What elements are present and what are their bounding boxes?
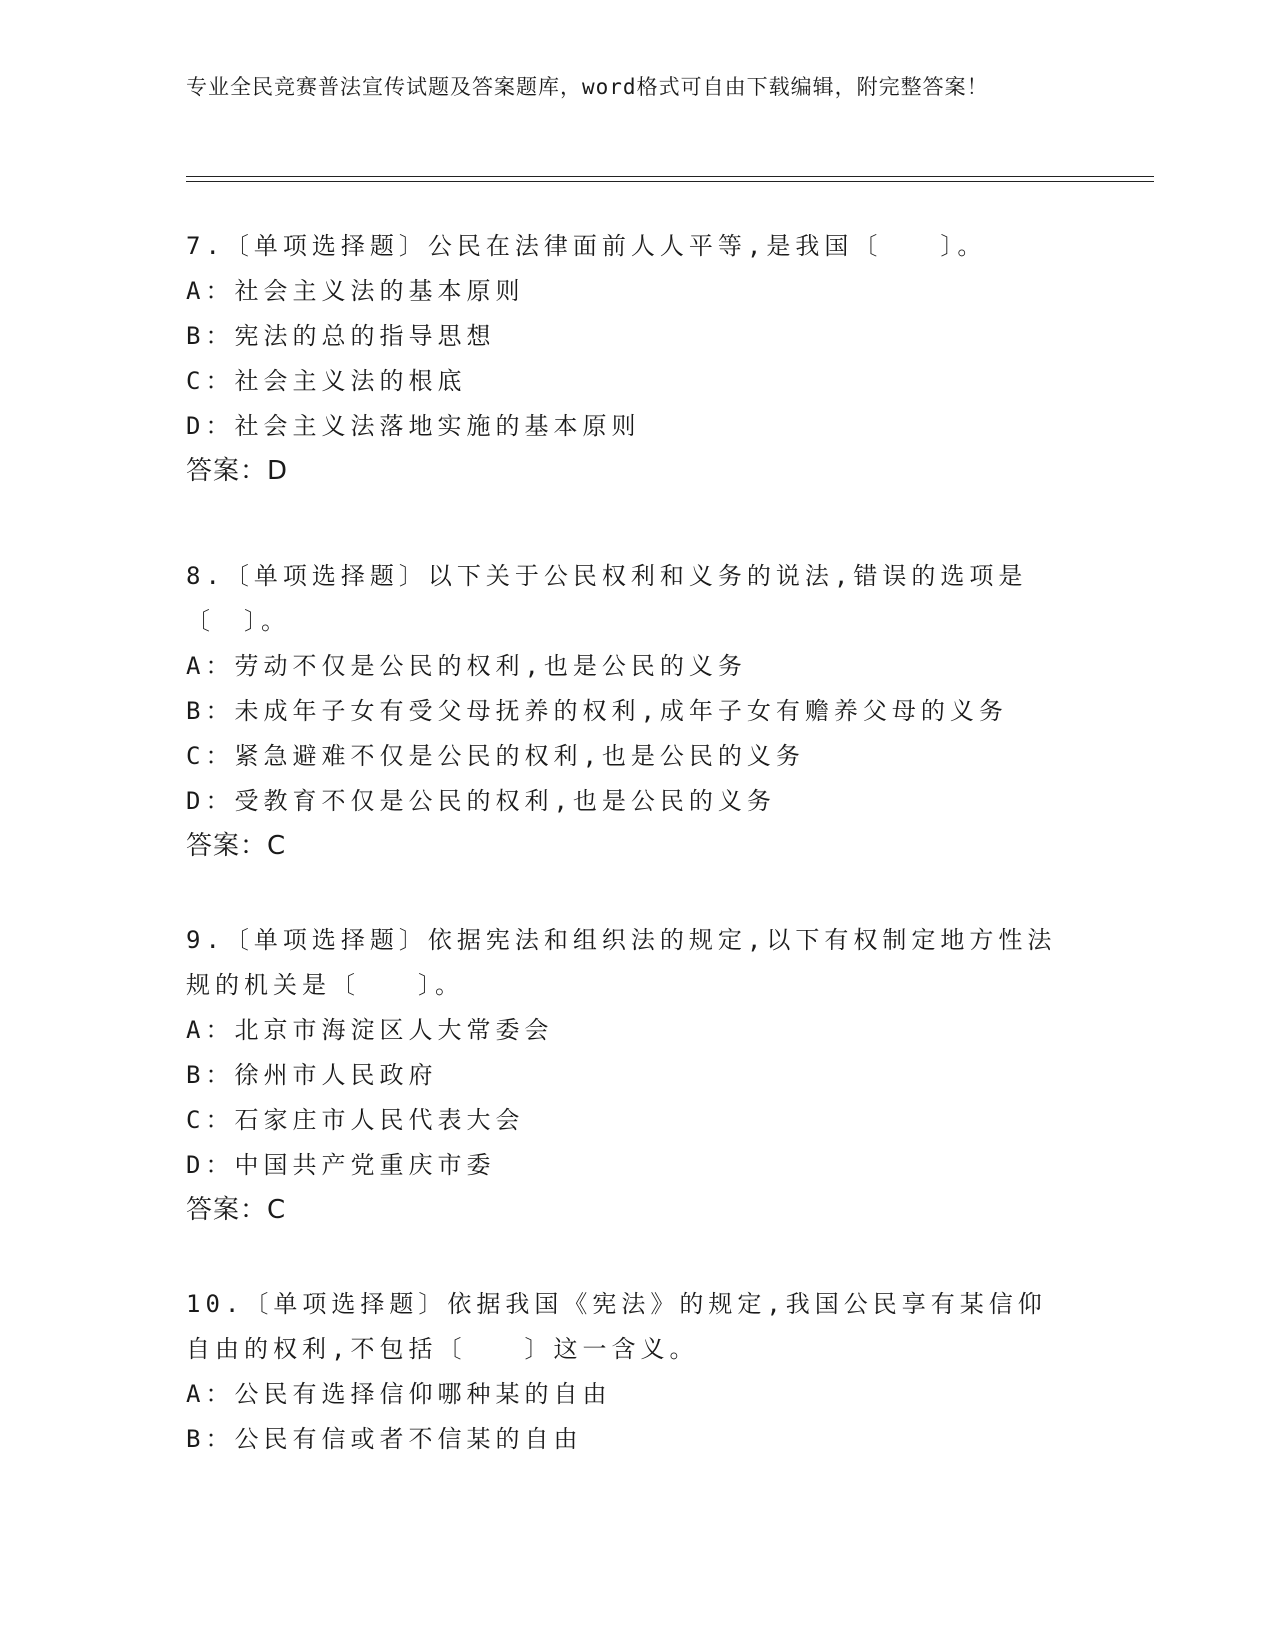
answer: 答案：C xyxy=(186,1195,287,1225)
document-header xyxy=(186,72,1066,102)
answer: 答案：C xyxy=(186,831,287,861)
answer: 答案：D xyxy=(186,456,289,486)
option-c: C：石家庄市人民代表大会 xyxy=(186,1106,525,1134)
question-7 xyxy=(186,224,1066,494)
option-b: B：公民有信或者不信某的自由 xyxy=(186,1425,583,1453)
question-stem: 9.〔单项选择题〕依据宪法和组织法的规定,以下有权制定地方性法规的机关是〔 〕。 xyxy=(186,926,1057,999)
question-10 xyxy=(186,1282,1066,1462)
header-divider-top xyxy=(186,176,1154,177)
question-9 xyxy=(186,918,1066,1233)
option-b: B：徐州市人民政府 xyxy=(186,1061,438,1089)
option-b: B：宪法的总的指导思想 xyxy=(186,322,496,350)
question-8 xyxy=(186,554,1066,869)
option-b: B：未成年子女有受父母抚养的权利,成年子女有赡养父母的义务 xyxy=(186,697,1008,725)
question-stem: 8.〔单项选择题〕以下关于公民权利和义务的说法,错误的选项是〔 〕。 xyxy=(186,562,1028,635)
option-c: C：紧急避难不仅是公民的权利,也是公民的义务 xyxy=(186,742,805,770)
option-d: D：中国共产党重庆市委 xyxy=(186,1151,496,1179)
option-d: D：社会主义法落地实施的基本原则 xyxy=(186,412,641,440)
option-a: A：北京市海淀区人大常委会 xyxy=(186,1016,554,1044)
header-text: 专业全民竞赛普法宣传试题及答案题库，word格式可自由下载编辑，附完整答案！ xyxy=(186,75,989,99)
option-a: A：公民有选择信仰哪种某的自由 xyxy=(186,1380,612,1408)
header-divider-bottom xyxy=(186,181,1154,182)
option-d: D：受教育不仅是公民的权利,也是公民的义务 xyxy=(186,787,776,815)
question-stem: 10.〔单项选择题〕依据我国《宪法》的规定,我国公民享有某信仰自由的权利,不包括〔 〕这一含义。 xyxy=(186,1290,1047,1363)
option-c: C：社会主义法的根底 xyxy=(186,367,467,395)
option-a: A：劳动不仅是公民的权利,也是公民的义务 xyxy=(186,652,747,680)
option-a: A：社会主义法的基本原则 xyxy=(186,277,525,305)
question-stem: 7.〔单项选择题〕公民在法律面前人人平等,是我国〔 〕。 xyxy=(186,232,987,260)
